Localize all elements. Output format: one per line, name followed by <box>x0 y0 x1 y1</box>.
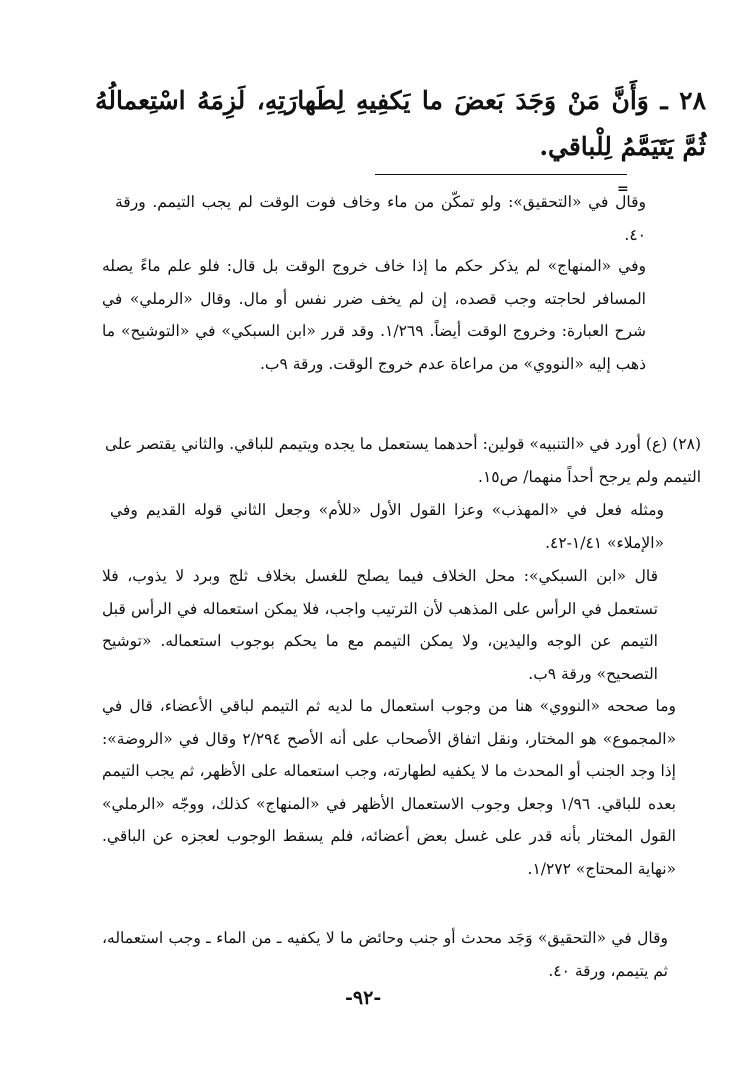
footnote-paragraph: وما صححه «النووي» هنا من وجوب استعمال ما لديه ثم التيمم لباقي الأعضاء، قال في «المجموع» هو المختار، ونقل اتفاق الأصحاب على أنه الأصح ٢/٢٩٤ وقال في «الروضة»: إذا وجد الجنب أو المحدث ما لا يكفيه لطهارته، وجب استعماله على الأظهر، ثم يجب التيمم بعده للباقي. ١/٩٦ وجعل وجوب الاستعمال الأظهر في «المنهاج» كذلك، ووجّه «الرملي» القول المختار بأنه قدر على غسل بعض أعضائه، فلم يسقط الوجوب لعجزه عن الباقي. «نهاية المحتاج» ١/٢٧٢. <box>102 697 676 878</box>
footnote-paragraph: وقال في «التحقيق» وَجَد محدث أو جنب وحائض ما لا يكفيه ـ من الماء ـ وجب استعماله، ثم يتيمم، ورقة ٤٠. <box>102 929 668 980</box>
footnote-separator-line <box>375 174 627 175</box>
main-text-heading: ٢٨ ـ وَأَنَّ مَنْ وَجَدَ بَعضَ ما يَكفِيهِ لِطَهارَتِهِ، لَزِمَهُ اسْتِعمالُهُ ثُمَّ يَتَيَمَّمُ لِلْباقي. <box>95 86 706 161</box>
footnote-paragraph: ومثله فعل في «المهذب» وعزا القول الأول «للأم» وجعل الثاني قوله القديم وفي «الإملاء» ١/٤١-٤٢. <box>110 501 664 552</box>
footnote-paragraph: (٢٨) (ع) أورد في «التنبيه» قولين: أحدهما يستعمل ما يجده ويتيمم للباقي. والثاني يقتصر على التيمم ولم يرجح أحداً منهما/ ص١٥. <box>105 435 701 486</box>
page-number: -٩٢- <box>345 987 382 1009</box>
footnote-paragraph: وفي «المنهاج» لم يذكر حكم ما إذا خاف خروج الوقت بل قال: فلو علم ماءً يصله المسافر لحاجته وجب قصده، إن لم يخف ضرر نفس أو مال. وقال «الرملي» في شرح العبارة: وخروج الوقت أيضاً. ١/٢٦٩. وقد قرر «ابن السبكي» في «التوشيح» ما ذهب إليه «النووي» من مراعاة عدم خروج الوقت. ورقة ٩ب. <box>102 257 647 373</box>
footnote-paragraph: وقال في «التحقيق»: ولو تمكّن من ماء وخاف فوت الوقت لم يجب التيمم. ورقة ٤٠. <box>115 193 646 244</box>
continuation-mark: = <box>617 181 629 197</box>
footnote-paragraph: قال «ابن السبكي»: محل الخلاف فيما يصلح للغسل بخلاف ثلج وبرد لا يذوب، فلا تستعمل في الرأس على المذهب لأن الترتيب واجب، فلا يمكن استعماله في الرأس قبل التيمم عن الوجه واليدين، ولا يمكن التيمم مع ما يحكم بوجوب استعماله. «توشيح التصحيح» ورقة ٩ب. <box>102 567 658 683</box>
